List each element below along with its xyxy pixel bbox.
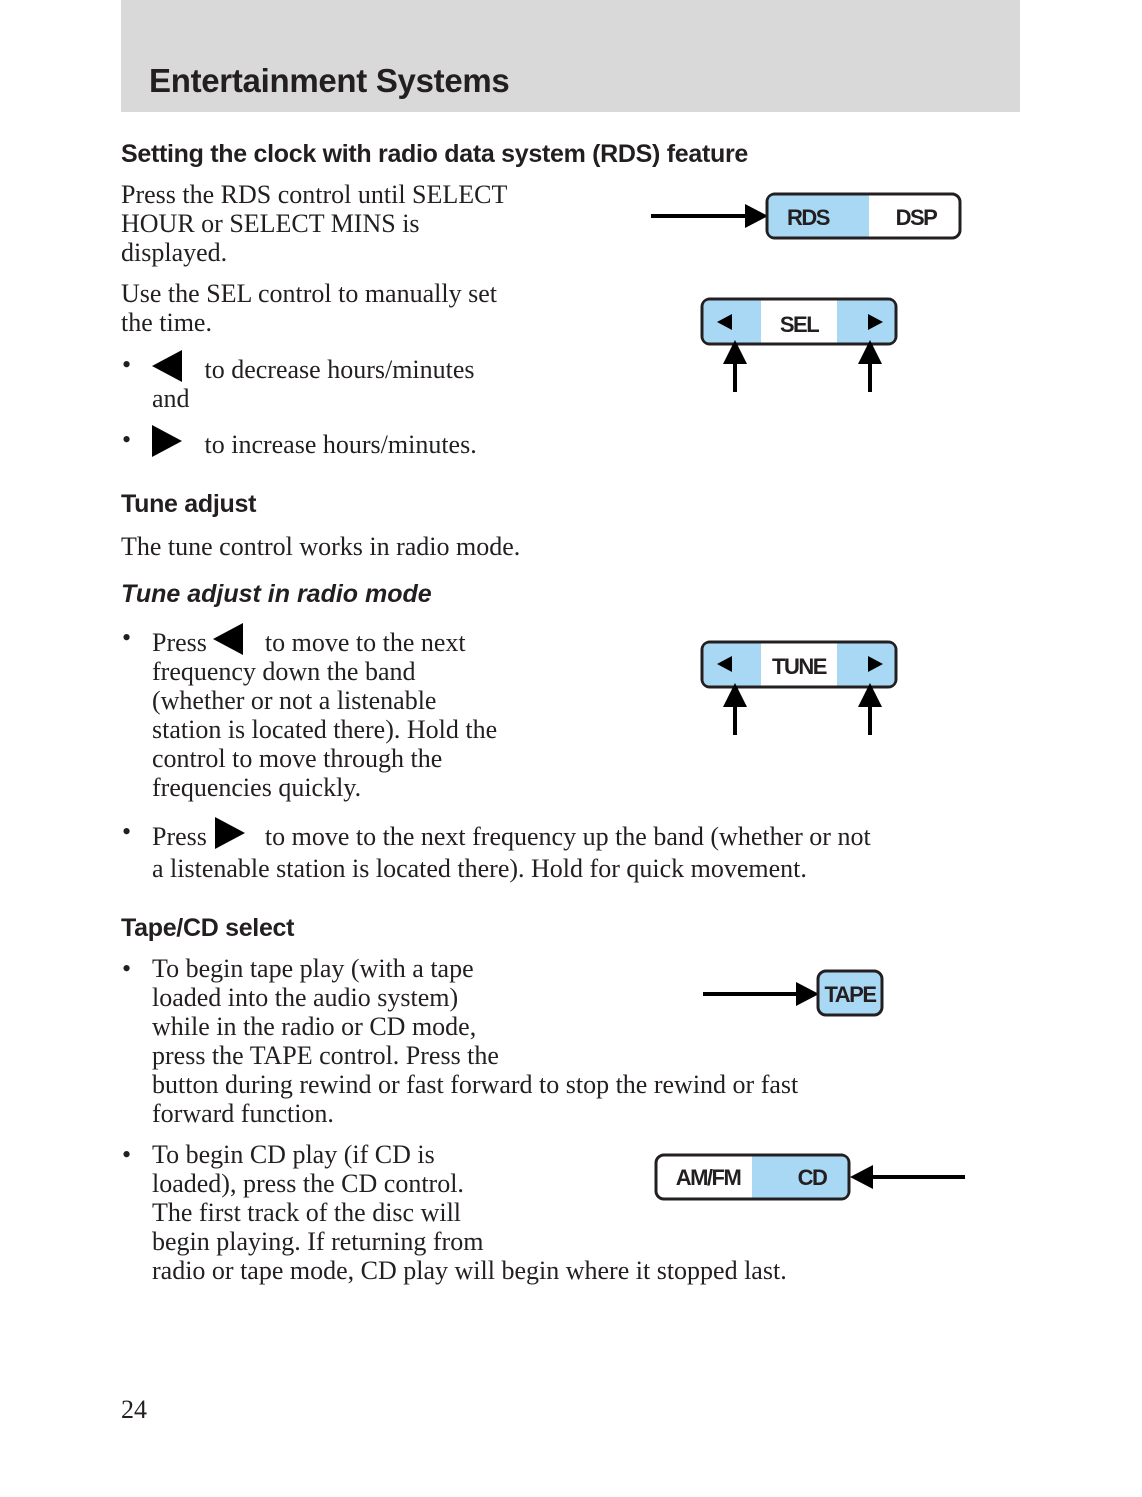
rds-bullet1-cont: and — [152, 384, 190, 413]
rds-para1-line: Press the RDS control until SELECT — [121, 180, 508, 209]
tune-bullet1-line: (whether or not a listenable — [152, 686, 437, 715]
tune-bullet1-line: frequency down the band — [152, 657, 416, 686]
rds-para2-line: Use the SEL control to manually set — [121, 279, 497, 308]
cd-button-label[interactable]: CD — [797, 1165, 827, 1190]
rds-bullet1-text: to decrease hours/minutes — [204, 355, 475, 384]
tune-bullet1-press: Press — [152, 628, 207, 657]
tape-bullet-line: button during rewind or fast forward to stop the rewind or fast — [152, 1070, 799, 1099]
tape-bullet: • To begin tape play (with a tape loaded into the audio system) while in the radio or CD mode, press the TAPE control. Press the button during rewind or fast forward to stop the rewind or fast forward function. — [152, 954, 1022, 1128]
tune-bullet1-line: control to move through the — [152, 744, 443, 773]
rds-heading: Setting the clock with radio data system (RDS) feature — [121, 140, 748, 168]
rds-bullet2-text: to increase hours/minutes. — [204, 430, 477, 459]
cd-bullet-line: The first track of the disc will — [152, 1198, 462, 1227]
tape-bullet-line: forward function. — [152, 1099, 334, 1128]
tape-bullet-line: To begin tape play (with a tape — [152, 954, 474, 983]
tune-bullet1-line: station is located there). Hold the — [152, 715, 498, 744]
pointer-arrowhead-icon — [850, 1165, 873, 1189]
tune-subheading: Tune adjust in radio mode — [121, 580, 432, 608]
rds-para2-line: the time. — [121, 308, 212, 337]
rds-bullet-increase: • to increase hours/minutes. — [122, 425, 477, 459]
tape-bullet-line: press the TAPE control. Press the — [152, 1041, 499, 1070]
cd-bullet-line: To begin CD play (if CD is — [152, 1140, 435, 1169]
tape-bullet-line: loaded into the audio system) — [152, 983, 459, 1012]
cd-bullet-line: begin playing. If returning from — [152, 1227, 484, 1256]
tune-para: The tune control works in radio mode. — [121, 532, 521, 561]
tune-bullet2-line1: to move to the next frequency up the band (whether or not — [264, 822, 871, 851]
page-title: Entertainment Systems — [149, 62, 510, 99]
tune-heading: Tune adjust — [121, 490, 257, 518]
rds-bullet-decrease: • to decrease hours/minutes and — [122, 350, 475, 413]
tune-bullet-up: • Press to move to the next frequency up the band (whether or not a listenable station is located there). Hold for quick movement. — [152, 817, 1022, 883]
tape-heading: Tape/CD select — [121, 914, 295, 942]
tune-bullet2-press: Press — [152, 822, 207, 851]
sel-button-label[interactable]: SEL — [779, 312, 819, 337]
tape-bullet-line: while in the radio or CD mode, — [152, 1012, 477, 1041]
tune-bullet1-line: frequencies quickly. — [152, 773, 362, 802]
tune-bullet1-line1: to move to the next — [264, 628, 466, 657]
rds-para1-line: displayed. — [121, 238, 228, 267]
tune-bullet-down: • Press to move to the next frequency down the band (whether or not a listenable station is located there). Hold the control to move through the frequencies quickly. — [122, 623, 498, 802]
page-number: 24 — [121, 1395, 147, 1424]
cd-bullet-line: radio or tape mode, CD play will begin where it stopped last. — [152, 1256, 787, 1285]
cd-bullet: • To begin CD play (if CD is loaded), press the CD control. The first track of the disc will begin playing. If returning from radio or tape mode, CD play will begin where it stopped last. — [152, 1140, 1022, 1285]
dsp-button-label[interactable]: DSP — [895, 205, 937, 230]
rds-para1-line: HOUR or SELECT MINS is — [121, 209, 420, 238]
tune-button-label[interactable]: TUNE — [772, 654, 826, 679]
cd-bullet-line: loaded), press the CD control. — [152, 1169, 464, 1198]
rds-button-label[interactable]: RDS — [787, 205, 829, 230]
tune-bullet2-line2: a listenable station is located there). Hold for quick movement. — [152, 854, 807, 883]
tape-button-label[interactable]: TAPE — [824, 982, 876, 1007]
amfm-button-label[interactable]: AM/FM — [675, 1165, 741, 1190]
